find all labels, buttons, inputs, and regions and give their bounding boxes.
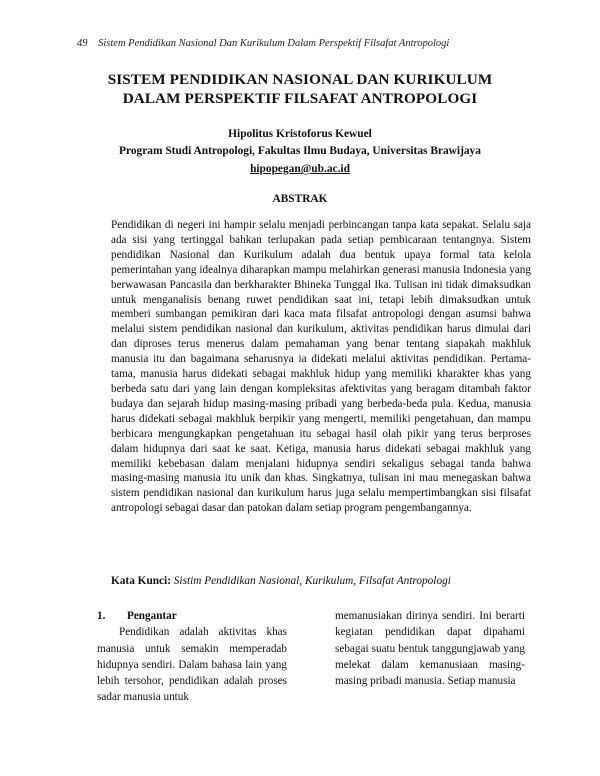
- paper-title: [60, 70, 540, 108]
- author-affiliation: Program Studi Antropologi, Fakultas Ilmu Budaya, Universitas Brawijaya: [119, 145, 481, 157]
- body-text-right: memanusiakan dirinya sendiri. Ini berarti kegiatan pendidikan dapat dipahami sebagai suatu bentuk tanggungjawab yang melekat dalam kemanusiaan masing-masing pribadi manusia. Setiap manusia: [335, 610, 525, 688]
- page-number: 49: [77, 38, 88, 49]
- keywords-label: Kata Kunci: [111, 575, 168, 587]
- keywords-line: Kata Kunci: Sistim Pendidikan Nasional, Kurikulum, Filsafat Antropologi: [111, 575, 451, 587]
- author-email-link[interactable]: hipopegan@ub.ac.id: [250, 163, 350, 175]
- body-column-right: [335, 608, 525, 689]
- body-text-left: Pendidikan adalah aktivitas khas manusia untuk semakin memperadab hidupnya sendiri. Dalam bahasa lain yang lebih tersohor, pendidikan adalah proses sadar manusia untuk: [97, 626, 287, 704]
- section-number: 1.: [97, 610, 106, 622]
- keywords-values: Sistim Pendidikan Nasional, Kurikulum, Filsafat Antropologi: [173, 575, 451, 587]
- section-heading: [97, 608, 287, 624]
- abstract-body: [111, 218, 531, 516]
- abstract-heading: ABSTRAK: [272, 193, 328, 205]
- body-column-left: [97, 608, 287, 706]
- author-email-line: [60, 162, 540, 176]
- title-line-2: DALAM PERSPEKTIF FILSAFAT ANTROPOLOGI: [122, 90, 478, 107]
- author-name: Hipolitus Kristoforus Kewuel: [228, 128, 372, 140]
- running-title: Sistem Pendidikan Nasional Dan Kurikulum Dalam Perspektif Filsafat Antropologi: [98, 38, 450, 49]
- abstract-text: Pendidikan di negeri ini hampir selalu menjadi perbincangan tanpa kata sepakat. Selalu saja ada sisi yang tertinggal bahkan terlupakan pada setiap pembicaraan tentangnya. Sistem pendidikan Nasional dan Kurikulum adalah dua bentuk upaya formal tata kelola pemerintahan yang idealnya diharapkan mampu melahirkan generasi manusia Indonesia yang berwawasan Pancasila dan berkharakter Bhineka Tunggal Ika. Tulisan ini tidak dimaksudkan untuk menganalisis benang ruwet pendidikan saat ini, tetapi lebih dimaksudkan untuk memberi sumbangan pemikiran dari kaca mata filsafat antropologi dengan asumsi bahwa melalui sistem pendidikan nasional dan kurikulum, aktivitas pendidikan harus dimulai dari dan diproses terus menerus dalam pemahaman yang benar tentang siapakah makhluk manusia itu dan bagaimana seharusnya ia didekati melalui aktivitas pendidikan. Pertama-tama, manusia harus didekati sebagai makhluk hidup yang memiliki kharakter khas yang berbeda satu dari yang lain dengan kompleksitas afektivitas yang beragam ditambah faktor budaya dan sejarah hidup masing-masing pribadi yang berbeda-beda pula. Kedua, manusia harus didekati sebagai makhluk berpikir yang mengerti, memiliki pengetahuan, dan mampu berbicara mengungkapkan pengetahuan itu sebagai hasil olah pikir yang terus berproses dalam hidupnya dari saat ke saat. Ketiga, manusia harus didekati sebagai makhluk yang memiliki kebebasan dalam menjalani hidupnya sendiri sekaligus sebagai tanda bahwa masing-masing manusia itu unik dan khas. Singkatnya, tulisan ini mau menegaskan bahwa sistem pendidikan nasional dan kurikulum harus juga selalu mempertimbangkan sisi filsafat antropologi sebagai dasar dan patokan dalam setiap program pengembangannya.: [111, 219, 531, 515]
- title-line-1: SISTEM PENDIDIKAN NASIONAL DAN KURIKULUM: [107, 71, 493, 88]
- running-header: [77, 38, 449, 49]
- section-title: Pengantar: [127, 610, 177, 622]
